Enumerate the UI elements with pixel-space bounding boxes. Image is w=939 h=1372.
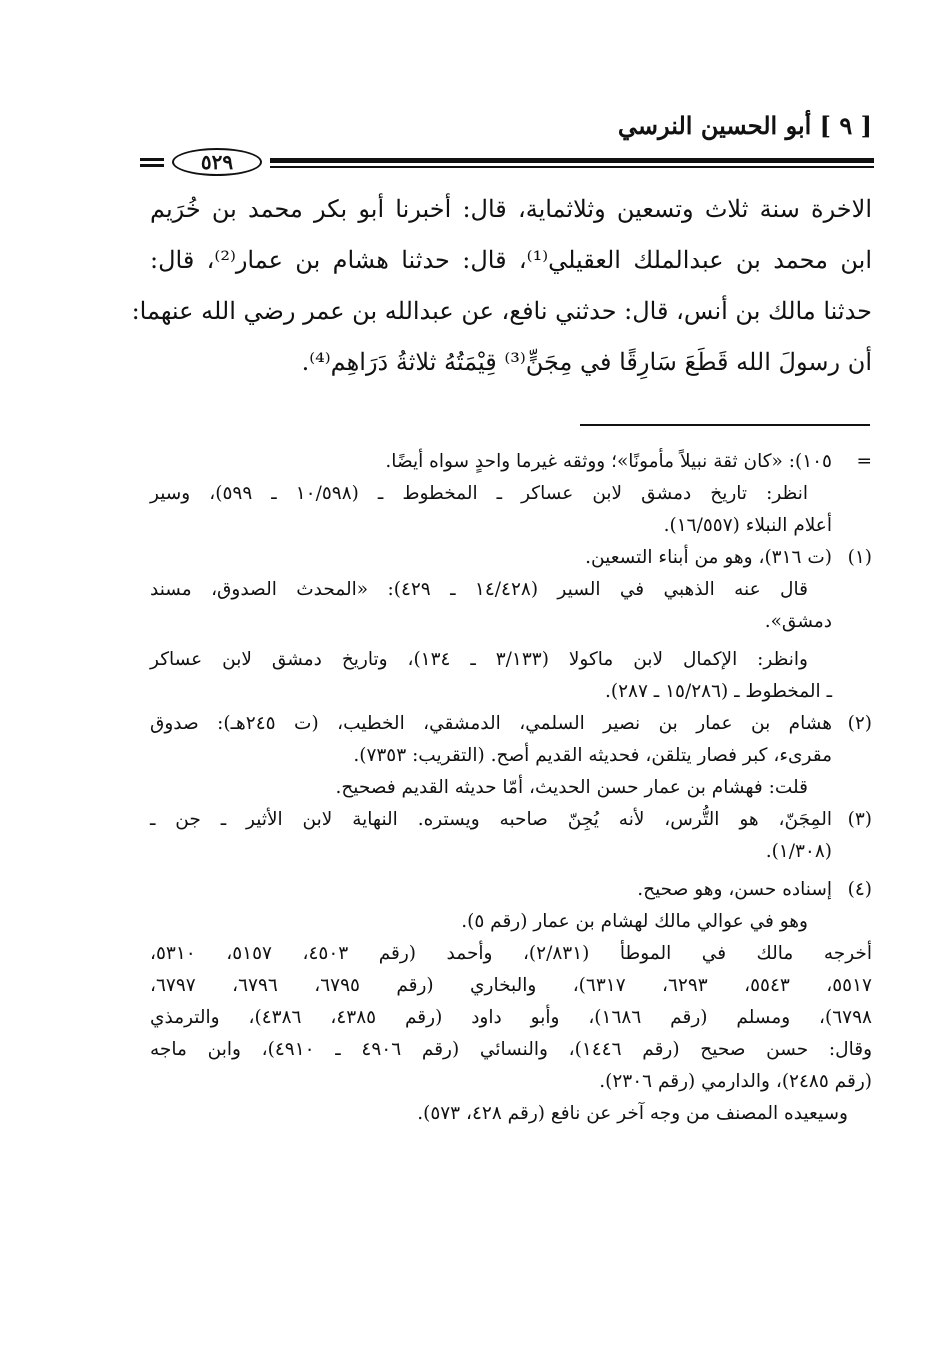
footnote-mark: (٤)	[847, 879, 872, 900]
footnote-2	[150, 708, 872, 804]
footnote-line: ٥٥١٧، ٥٥٤٣، ٦٢٩٣، ٦٣١٧)، والبخاري (رقم ٦٧٩٥، ٦٧٩٦، ٦٧٩٧،	[150, 975, 872, 996]
footnote-mark: (٢)	[847, 713, 872, 734]
footnote-line: قال عنه الذهبي في السير (١٤/٤٢٨ ـ ٤٢٩): «المحدث الصدوق، مسند	[150, 579, 808, 600]
rule-thick	[270, 158, 874, 163]
footnote-line: ـ المخطوط ـ (١٥/٢٨٦ ـ ٢٨٧).	[605, 681, 832, 702]
footnote-line: إسناده حسن، وهو صحيح.	[637, 879, 832, 900]
footnote-line: وقال: حسن صحيح (رقم ١٤٤٦)، والنسائي (رقم ٤٩٠٦ ـ ٤٩١٠)، وابن ماجه	[150, 1039, 873, 1060]
header-title: [ ٩ ] أبو الحسين النرسي	[617, 110, 872, 140]
footnote-mark: (١)	[847, 547, 872, 568]
footnote-line: أخرجه مالك في الموطأ (٢/٨٣١)، وأحمد (رقم ٤٥٠٣، ٥١٥٧، ٥٣١٠،	[150, 943, 872, 964]
footnote-line: (١/٣٠٨).	[765, 841, 832, 862]
footnote-continuation	[150, 446, 872, 542]
main-line: حدثنا مالك بن أنس، قال: حدثني نافع، عن عبدالله بن عمر رضي الله عنهما:	[131, 297, 872, 325]
rule-ornament	[140, 164, 164, 167]
footnotes	[150, 446, 872, 1130]
footnote-line: (ت ٣١٦)، وهو من أبناء التسعين.	[585, 547, 832, 568]
footnote-line: المِجَنّ، هو التُّرس، لأنه يُجِنّ صاحبه ويستره. النهاية لابن الأثير ـ جن ـ	[150, 809, 832, 830]
page-number: ٥٢٩	[172, 148, 262, 176]
footnote-line: ٦٧٩٨)، ومسلم (رقم ١٦٨٦)، وأبو داود (رقم ٤٣٨٥، ٤٣٨٦)، والترمذي	[150, 1007, 872, 1028]
footnote-line: دمشق».	[764, 611, 832, 632]
continuation-mark: =	[856, 451, 872, 472]
header-rule	[140, 148, 874, 178]
footnote-line: أعلام النبلاء (١٦/٥٥٧).	[663, 515, 832, 536]
footnote-1	[150, 542, 872, 708]
footnote-3	[150, 804, 872, 868]
footnote-line: مقرىء، كبر فصار يتلقن، فحديثه القديم أصح. (التقريب: ٧٣٥٣).	[353, 745, 832, 766]
footnote-line: قلت: فهشام بن عمار حسن الحديث، أمّا حديثه القديم فصحيح.	[335, 777, 808, 798]
main-line: ابن محمد بن عبدالملك العقيلي⁽¹⁾، قال: حدثنا هشام بن عمار⁽²⁾، قال:	[150, 246, 872, 274]
footnote-line: وسيعيده المصنف من وجه آخر عن نافع (رقم ٤٢٨، ٥٧٣).	[417, 1103, 848, 1124]
footnote-line: (رقم ٢٤٨٥)، والدارمي (رقم ٢٣٠٦).	[599, 1071, 872, 1092]
main-line: أن رسولَ الله قَطَعَ سَارِقًا في مِجَنٍّ⁽³⁾ قِيْمَتُهُ ثلاثةُ دَرَاهِم⁽⁴⁾.	[301, 348, 872, 376]
main-text	[131, 184, 872, 388]
footnote-line: انظر: تاريخ دمشق لابن عساكر ـ المخطوط ـ (١٠/٥٩٨ ـ ٥٩٩)، وسير	[150, 483, 808, 504]
footnote-line: وانظر: الإكمال لابن ماكولا (٣/١٣٣ ـ ١٣٤)، وتاريخ دمشق لابن عساكر	[150, 649, 808, 670]
running-header	[150, 108, 872, 142]
footnote-line: ١٠٥): «كان ثقة نبيلاً مأمونًا»؛ ووثقه غيرما واحدٍ سواه أيضًا.	[385, 451, 832, 472]
main-line: الاخرة سنة ثلاث وتسعين وثلاثماية، قال: أخبرنا أبو بكر محمد بن خُرَيم	[150, 195, 872, 223]
footnote-line: وهو في عوالي مالك لهشام بن عمار (رقم ٥).	[461, 911, 808, 932]
footnote-4	[150, 874, 872, 938]
rule-thin	[270, 166, 874, 168]
footnote-4-body	[150, 938, 872, 1130]
footnote-mark: (٣)	[847, 809, 872, 830]
footnote-divider	[580, 424, 870, 426]
footnote-line: هشام بن عمار بن نصير السلمي، الدمشقي، الخطيب، (ت ٢٤٥هـ): صدوق	[150, 713, 832, 734]
rule-ornament	[140, 158, 164, 161]
